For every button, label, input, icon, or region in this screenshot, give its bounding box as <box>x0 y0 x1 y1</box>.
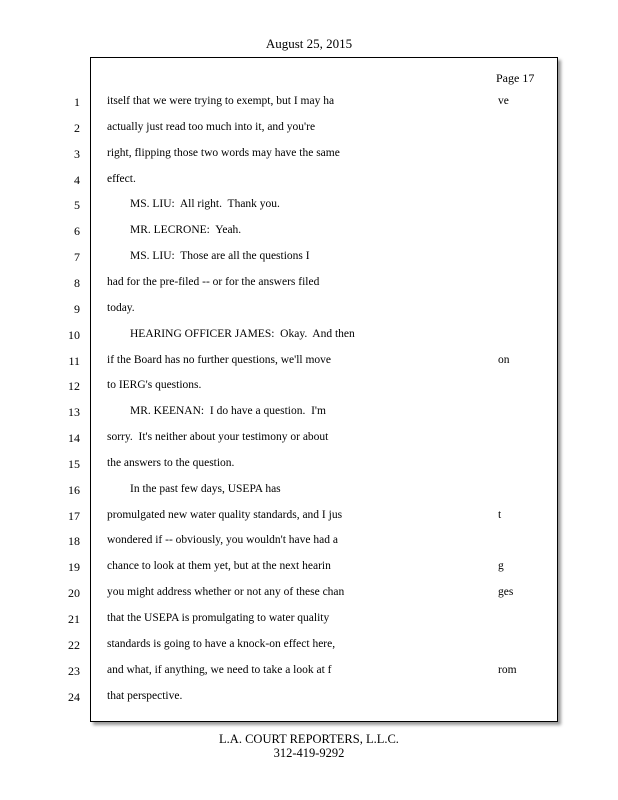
line-number: 2 <box>74 121 80 135</box>
line-overflow-text: ges <box>498 586 514 598</box>
line-number: 24 <box>68 690 80 704</box>
line-number: 1 <box>74 95 80 109</box>
line-number: 13 <box>68 405 80 419</box>
line-number: 9 <box>74 302 80 316</box>
line-text: HEARING OFFICER JAMES: Okay. And then <box>107 328 355 340</box>
line-number: 19 <box>68 560 80 574</box>
line-number: 15 <box>68 457 80 471</box>
line-text: and what, if anything, we need to take a look at f <box>107 664 332 676</box>
line-number: 18 <box>68 534 80 548</box>
line-overflow-text: ve <box>498 95 509 107</box>
line-number: 20 <box>68 586 80 600</box>
line-number: 11 <box>68 354 80 368</box>
line-text: today. <box>107 302 135 314</box>
line-text: that the USEPA is promulgating to water quality <box>107 612 330 624</box>
line-overflow-text: g <box>498 560 504 572</box>
line-text: MS. LIU: All right. Thank you. <box>107 198 280 210</box>
line-number: 10 <box>68 328 80 342</box>
line-number: 23 <box>68 664 80 678</box>
line-text: sorry. It's neither about your testimony or about <box>107 431 329 443</box>
line-overflow-text: on <box>498 354 510 366</box>
line-text: In the past few days, USEPA has <box>107 483 281 495</box>
line-text: right, flipping those two words may have the same <box>107 147 340 159</box>
line-overflow-text: rom <box>498 664 517 676</box>
line-overflow-text: t <box>498 509 502 521</box>
footer-phone: 312-419-9292 <box>273 746 345 760</box>
line-number: 17 <box>68 509 80 523</box>
line-text: itself that we were trying to exempt, but I may ha <box>107 95 335 107</box>
line-text: wondered if -- obviously, you wouldn't have had a <box>107 534 338 546</box>
footer <box>0 732 618 760</box>
line-text: if the Board has no further questions, we'll move <box>107 354 332 366</box>
line-number: 14 <box>68 431 80 445</box>
line-number: 5 <box>74 198 80 212</box>
line-text: had for the pre-filed -- or for the answers filed <box>107 276 320 288</box>
line-text: to IERG's questions. <box>107 379 202 391</box>
line-number: 6 <box>74 224 80 238</box>
header-date: August 25, 2015 <box>265 36 353 51</box>
line-number: 21 <box>68 612 80 626</box>
line-text: effect. <box>107 173 136 185</box>
line-text: the answers to the question. <box>107 457 235 469</box>
page-number: Page 17 <box>496 71 535 85</box>
line-number: 7 <box>74 250 80 264</box>
line-text: standards is going to have a knock-on effect here, <box>107 638 336 650</box>
line-text: you might address whether or not any of these chan <box>107 586 345 598</box>
footer-company: L.A. COURT REPORTERS, L.L.C. <box>219 732 399 746</box>
line-text: chance to look at them yet, but at the next hearin <box>107 560 331 572</box>
line-text: MS. LIU: Those are all the questions I <box>107 250 310 262</box>
line-text: MR. LECRONE: Yeah. <box>107 224 242 236</box>
line-text: promulgated new water quality standards, and I jus <box>107 509 343 521</box>
line-text: actually just read too much into it, and you're <box>107 121 316 133</box>
line-text: MR. KEENAN: I do have a question. I'm <box>107 405 326 417</box>
line-number: 4 <box>74 173 80 187</box>
line-number: 3 <box>74 147 80 161</box>
line-number: 12 <box>68 379 80 393</box>
line-number: 22 <box>68 638 80 652</box>
line-number: 8 <box>74 276 80 290</box>
line-text: that perspective. <box>107 690 183 702</box>
line-number: 16 <box>68 483 80 497</box>
